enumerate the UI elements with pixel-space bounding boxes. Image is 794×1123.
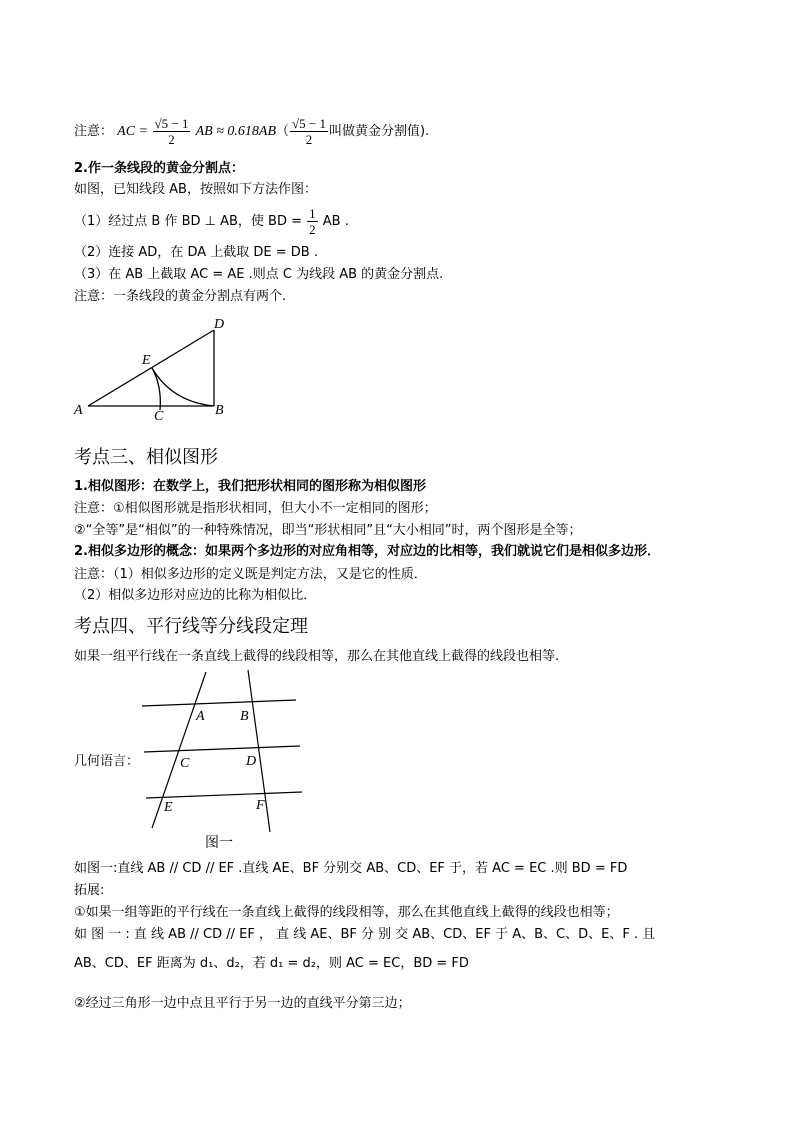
- half-numerator: 1: [309, 206, 316, 221]
- fraction-numerator: √5 − 1: [154, 116, 189, 131]
- fig2-label-c: C: [180, 756, 190, 771]
- golden-ratio-note: [74, 116, 429, 147]
- parallel-statement: 如图一:直线 AB // CD // EF .直线 AE、BF 分别交 AB、CD、EF 于，若 AC = EC .则 BD = FD: [74, 861, 628, 876]
- equals-sign: =: [135, 124, 152, 139]
- extension-1-distance: AB、CD、EF 距离为 d₁、d₂，若 d₁ = d₂，则 AC = EC，BD = FD: [74, 956, 469, 971]
- step1-pre: （1）经过点 B 作 BD ⊥ AB，使 BD =: [74, 214, 307, 229]
- polygon-note1: 注意：（1）相似多边形的定义既是判定方法，又是它的性质．: [74, 567, 427, 582]
- extension-2: ②经过三角形一边中点且平行于另一边的直线平分第三边；: [74, 996, 411, 1011]
- label-c: C: [154, 409, 164, 424]
- fig2-label-f: F: [256, 798, 265, 813]
- extension-1-figure: 如 图 一 : 直 线 AB // CD // EF ， 直 线 AE、BF 分 别 交 AB、CD、EF 于 A、B、C、D、E、F . 且: [74, 927, 656, 942]
- polygon-def: 2.相似多边形的概念：如果两个多边形的对应角相等，对应边的比相等，我们就说它们是相似多边形．: [74, 544, 660, 559]
- section3-heading: 考点三、相似图形: [74, 447, 218, 468]
- golden-section-figure: [70, 314, 240, 426]
- similar-note2: ②“全等”是“相似”的一种特殊情况，即当“形状相同”且“大小相同”时，两个图形是全等；: [74, 523, 582, 538]
- half-denominator: 2: [309, 222, 316, 237]
- golden-fraction: [153, 116, 191, 147]
- similar-def-text: 1.相似图形：在数学上，我们把形状相同的图形称为相似图形: [74, 479, 426, 494]
- figure-caption: 图一: [205, 835, 233, 851]
- label-e: E: [142, 353, 151, 368]
- ab-approx: AB ≈ 0.618AB: [195, 124, 276, 139]
- half-fraction: [307, 206, 318, 237]
- section2-title: 2.作一条线段的黄金分割点：: [74, 161, 244, 176]
- similar-def: [74, 478, 426, 496]
- step-3: （3）在 AB 上截取 AC = AE .则点 C 为线段 AB 的黄金分割点.: [74, 267, 444, 282]
- ac-symbol: AC: [117, 124, 136, 139]
- fig2-label-e: E: [164, 800, 173, 815]
- fig2-label-d: D: [246, 754, 257, 769]
- step-1: [74, 206, 349, 237]
- geometric-language-label: 几何语言：: [74, 754, 140, 769]
- parallel-line-ab: [142, 700, 296, 706]
- note-prefix: 注意：: [74, 124, 114, 139]
- step1-post: AB .: [322, 214, 349, 229]
- paren-open: （: [276, 124, 290, 139]
- note-two-points: 注意：一条线段的黄金分割点有两个.: [74, 289, 287, 304]
- fraction-denominator: 2: [168, 132, 175, 147]
- label-d: D: [214, 317, 225, 332]
- extension-label: 拓展:: [74, 883, 105, 898]
- golden-fraction-2: [290, 116, 328, 147]
- polygon-note2: （2）相似多边形对应边的比称为相似比．: [74, 588, 317, 603]
- extension-1: ①如果一组等距的平行线在一条直线上截得的线段相等，那么在其他直线上截得的线段也相等；: [74, 905, 619, 920]
- step-2: （2）连接 AD，在 DA 上截取 DE = DB .: [74, 245, 318, 260]
- fig2-label-b: B: [240, 709, 249, 724]
- fraction-denominator-2: 2: [305, 132, 313, 147]
- label-a: A: [74, 403, 83, 418]
- section4-heading: 考点四、平行线等分线段定理: [74, 616, 308, 637]
- parallel-line-ef: [146, 792, 302, 798]
- arc-de: [152, 368, 214, 406]
- parallel-theorem: 如果一组平行线在一条直线上截得的线段相等，那么在其他直线上截得的线段也相等.: [74, 649, 560, 664]
- note-suffix: 叫做黄金分割值).: [328, 124, 430, 139]
- similar-note1: 注意：①相似图形就是指形状相同，但大小不一定相同的图形；: [74, 501, 437, 516]
- construction-intro: 如图，已知线段 AB，按照如下方法作图：: [74, 182, 317, 197]
- label-b: B: [215, 403, 224, 418]
- fraction-numerator-2: √5 − 1: [292, 116, 326, 131]
- parallel-line-cd: [144, 746, 300, 752]
- fig2-label-a: A: [196, 709, 205, 724]
- segment-ad: [88, 330, 214, 406]
- parallel-lines-figure: [140, 666, 306, 834]
